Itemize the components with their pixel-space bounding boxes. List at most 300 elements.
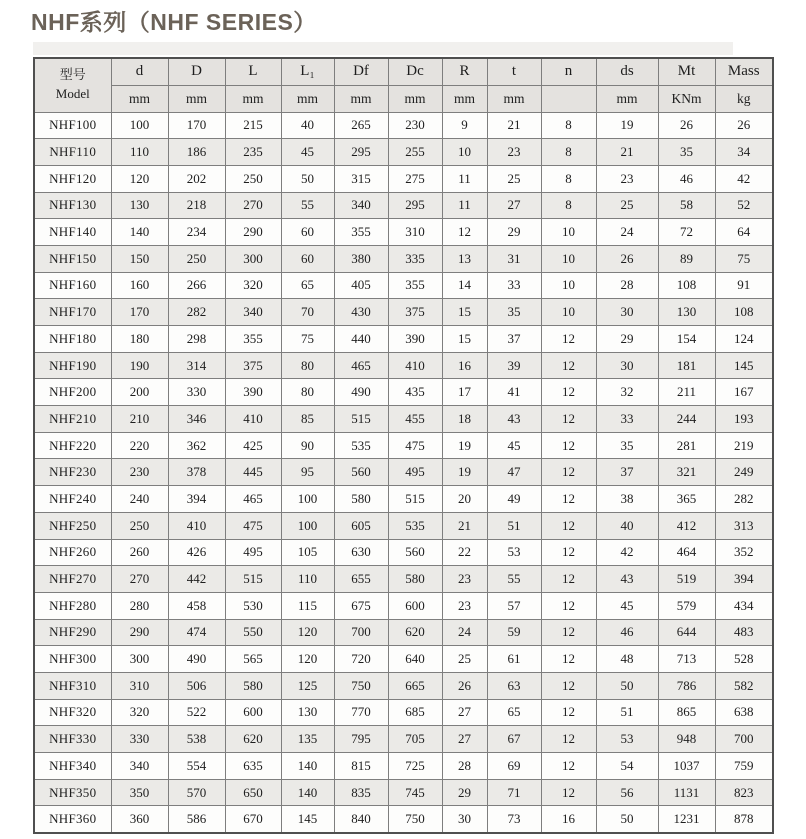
value-cell-mass: 124 <box>715 326 773 353</box>
model-cell: NHF250 <box>34 512 111 539</box>
value-cell-t: 21 <box>487 112 541 139</box>
value-cell-ds: 25 <box>596 192 658 219</box>
value-cell-mass: 282 <box>715 486 773 513</box>
value-cell-ds: 23 <box>596 165 658 192</box>
value-cell-t: 27 <box>487 192 541 219</box>
value-cell-mt: 865 <box>658 699 715 726</box>
value-cell-dc: 750 <box>388 806 442 833</box>
value-cell-r: 17 <box>442 379 487 406</box>
value-cell-ds: 56 <box>596 779 658 806</box>
value-cell-l: 340 <box>225 299 281 326</box>
value-cell-df: 465 <box>334 352 388 379</box>
value-cell-ds: 51 <box>596 699 658 726</box>
value-cell-l: 530 <box>225 592 281 619</box>
value-cell-n: 12 <box>541 592 596 619</box>
value-cell-d: 330 <box>168 379 225 406</box>
header-symbol-row <box>34 58 773 85</box>
value-cell-mt: 713 <box>658 646 715 673</box>
value-cell-r: 12 <box>442 219 487 246</box>
value-cell-r: 29 <box>442 779 487 806</box>
value-cell-t: 73 <box>487 806 541 833</box>
col-symbol-l: L <box>225 58 281 85</box>
col-symbol-r: R <box>442 58 487 85</box>
value-cell-d: 474 <box>168 619 225 646</box>
value-cell-l: 300 <box>225 245 281 272</box>
value-cell-ds: 45 <box>596 592 658 619</box>
value-cell-t: 63 <box>487 672 541 699</box>
value-cell-n: 16 <box>541 806 596 833</box>
value-cell-d: 314 <box>168 352 225 379</box>
value-cell-mass: 434 <box>715 592 773 619</box>
value-cell-d: 378 <box>168 459 225 486</box>
value-cell-l: 250 <box>225 165 281 192</box>
value-cell-mass: 52 <box>715 192 773 219</box>
value-cell-t: 59 <box>487 619 541 646</box>
value-cell-d: 160 <box>111 272 168 299</box>
value-cell-n: 10 <box>541 272 596 299</box>
value-cell-n: 12 <box>541 512 596 539</box>
model-header-en: Model <box>55 86 90 102</box>
value-cell-l1: 115 <box>281 592 334 619</box>
value-cell-mt: 1131 <box>658 779 715 806</box>
value-cell-d: 320 <box>111 699 168 726</box>
value-cell-d: 230 <box>111 459 168 486</box>
value-cell-ds: 26 <box>596 245 658 272</box>
value-cell-df: 605 <box>334 512 388 539</box>
value-cell-l1: 140 <box>281 779 334 806</box>
value-cell-df: 815 <box>334 753 388 780</box>
value-cell-df: 265 <box>334 112 388 139</box>
col-unit-dc: mm <box>388 85 442 112</box>
value-cell-n: 12 <box>541 486 596 513</box>
page-title: NHF系列（NHF SERIES） <box>31 9 317 35</box>
value-cell-df: 795 <box>334 726 388 753</box>
value-cell-t: 51 <box>487 512 541 539</box>
value-cell-mass: 638 <box>715 699 773 726</box>
scan-artifact-strip <box>33 42 733 55</box>
value-cell-ds: 38 <box>596 486 658 513</box>
value-cell-t: 35 <box>487 299 541 326</box>
value-cell-d: 282 <box>168 299 225 326</box>
value-cell-r: 22 <box>442 539 487 566</box>
model-cell: NHF340 <box>34 753 111 780</box>
table-row <box>34 806 773 833</box>
table-row <box>34 432 773 459</box>
value-cell-l1: 95 <box>281 459 334 486</box>
value-cell-ds: 29 <box>596 326 658 353</box>
value-cell-dc: 620 <box>388 619 442 646</box>
value-cell-n: 12 <box>541 779 596 806</box>
value-cell-l: 495 <box>225 539 281 566</box>
value-cell-mass: 394 <box>715 566 773 593</box>
value-cell-dc: 230 <box>388 112 442 139</box>
value-cell-t: 39 <box>487 352 541 379</box>
value-cell-r: 21 <box>442 512 487 539</box>
value-cell-df: 580 <box>334 486 388 513</box>
value-cell-mass: 145 <box>715 352 773 379</box>
value-cell-df: 655 <box>334 566 388 593</box>
value-cell-dc: 375 <box>388 299 442 326</box>
value-cell-l1: 45 <box>281 139 334 166</box>
value-cell-mt: 786 <box>658 672 715 699</box>
value-cell-t: 29 <box>487 219 541 246</box>
value-cell-ds: 50 <box>596 806 658 833</box>
value-cell-df: 295 <box>334 139 388 166</box>
model-header-zh: 型号 <box>59 67 86 83</box>
value-cell-r: 19 <box>442 459 487 486</box>
value-cell-dc: 515 <box>388 486 442 513</box>
model-cell: NHF110 <box>34 139 111 166</box>
model-cell: NHF330 <box>34 726 111 753</box>
col-unit-mt: KNm <box>658 85 715 112</box>
value-cell-d: 220 <box>111 432 168 459</box>
value-cell-n: 12 <box>541 566 596 593</box>
value-cell-mt: 108 <box>658 272 715 299</box>
value-cell-n: 12 <box>541 432 596 459</box>
value-cell-n: 12 <box>541 379 596 406</box>
value-cell-d: 150 <box>111 245 168 272</box>
value-cell-d: 410 <box>168 512 225 539</box>
value-cell-d: 362 <box>168 432 225 459</box>
model-cell: NHF170 <box>34 299 111 326</box>
value-cell-ds: 40 <box>596 512 658 539</box>
model-cell: NHF200 <box>34 379 111 406</box>
value-cell-d: 442 <box>168 566 225 593</box>
value-cell-n: 12 <box>541 326 596 353</box>
value-cell-mt: 130 <box>658 299 715 326</box>
value-cell-dc: 275 <box>388 165 442 192</box>
value-cell-r: 14 <box>442 272 487 299</box>
value-cell-l1: 60 <box>281 219 334 246</box>
col-unit-l: mm <box>225 85 281 112</box>
table-row <box>34 352 773 379</box>
value-cell-mt: 154 <box>658 326 715 353</box>
table-row <box>34 646 773 673</box>
value-cell-d: 140 <box>111 219 168 246</box>
table-row <box>34 539 773 566</box>
value-cell-l1: 120 <box>281 619 334 646</box>
value-cell-n: 12 <box>541 539 596 566</box>
nhf-spec-table <box>33 57 774 834</box>
model-cell: NHF360 <box>34 806 111 833</box>
value-cell-l1: 110 <box>281 566 334 593</box>
value-cell-dc: 295 <box>388 192 442 219</box>
col-symbol-df: Df <box>334 58 388 85</box>
value-cell-mt: 365 <box>658 486 715 513</box>
value-cell-d: 586 <box>168 806 225 833</box>
value-cell-df: 720 <box>334 646 388 673</box>
value-cell-l1: 70 <box>281 299 334 326</box>
value-cell-l1: 50 <box>281 165 334 192</box>
value-cell-d: 522 <box>168 699 225 726</box>
table-row <box>34 592 773 619</box>
value-cell-d: 350 <box>111 779 168 806</box>
table-row <box>34 779 773 806</box>
value-cell-l1: 130 <box>281 699 334 726</box>
value-cell-mt: 181 <box>658 352 715 379</box>
value-cell-d: 506 <box>168 672 225 699</box>
value-cell-mass: 108 <box>715 299 773 326</box>
value-cell-d: 298 <box>168 326 225 353</box>
value-cell-l: 515 <box>225 566 281 593</box>
value-cell-dc: 435 <box>388 379 442 406</box>
value-cell-d: 458 <box>168 592 225 619</box>
value-cell-l1: 140 <box>281 753 334 780</box>
model-header-cell <box>34 58 111 112</box>
value-cell-mass: 878 <box>715 806 773 833</box>
col-symbol-mt: Mt <box>658 58 715 85</box>
value-cell-r: 19 <box>442 432 487 459</box>
value-cell-mass: 34 <box>715 139 773 166</box>
value-cell-d: 270 <box>111 566 168 593</box>
value-cell-df: 770 <box>334 699 388 726</box>
value-cell-r: 11 <box>442 165 487 192</box>
table-row <box>34 486 773 513</box>
model-cell: NHF260 <box>34 539 111 566</box>
value-cell-d: 250 <box>168 245 225 272</box>
table-row <box>34 272 773 299</box>
value-cell-r: 10 <box>442 139 487 166</box>
col-symbol-mass: Mass <box>715 58 773 85</box>
value-cell-t: 43 <box>487 406 541 433</box>
value-cell-t: 65 <box>487 699 541 726</box>
value-cell-r: 28 <box>442 753 487 780</box>
value-cell-dc: 685 <box>388 699 442 726</box>
value-cell-t: 33 <box>487 272 541 299</box>
value-cell-n: 10 <box>541 219 596 246</box>
value-cell-l: 390 <box>225 379 281 406</box>
value-cell-d: 100 <box>111 112 168 139</box>
value-cell-n: 12 <box>541 619 596 646</box>
value-cell-df: 440 <box>334 326 388 353</box>
value-cell-mt: 464 <box>658 539 715 566</box>
value-cell-ds: 35 <box>596 432 658 459</box>
table-row <box>34 512 773 539</box>
table-body <box>34 112 773 833</box>
value-cell-df: 315 <box>334 165 388 192</box>
model-cell: NHF120 <box>34 165 111 192</box>
col-unit-l1: mm <box>281 85 334 112</box>
value-cell-mt: 46 <box>658 165 715 192</box>
value-cell-d: 490 <box>168 646 225 673</box>
col-unit-n <box>541 85 596 112</box>
value-cell-ds: 32 <box>596 379 658 406</box>
value-cell-df: 380 <box>334 245 388 272</box>
table-row <box>34 139 773 166</box>
value-cell-mass: 582 <box>715 672 773 699</box>
value-cell-ds: 46 <box>596 619 658 646</box>
value-cell-df: 490 <box>334 379 388 406</box>
col-unit-df: mm <box>334 85 388 112</box>
value-cell-l: 600 <box>225 699 281 726</box>
value-cell-n: 8 <box>541 112 596 139</box>
value-cell-n: 12 <box>541 459 596 486</box>
value-cell-mass: 75 <box>715 245 773 272</box>
value-cell-r: 24 <box>442 619 487 646</box>
col-unit-ds: mm <box>596 85 658 112</box>
value-cell-l1: 85 <box>281 406 334 433</box>
value-cell-l: 235 <box>225 139 281 166</box>
value-cell-d: 202 <box>168 165 225 192</box>
value-cell-d: 200 <box>111 379 168 406</box>
value-cell-l: 465 <box>225 486 281 513</box>
value-cell-n: 8 <box>541 139 596 166</box>
value-cell-l1: 55 <box>281 192 334 219</box>
value-cell-t: 67 <box>487 726 541 753</box>
value-cell-dc: 560 <box>388 539 442 566</box>
value-cell-n: 12 <box>541 699 596 726</box>
value-cell-ds: 50 <box>596 672 658 699</box>
value-cell-t: 31 <box>487 245 541 272</box>
value-cell-mt: 321 <box>658 459 715 486</box>
value-cell-t: 37 <box>487 326 541 353</box>
value-cell-n: 12 <box>541 726 596 753</box>
value-cell-r: 11 <box>442 192 487 219</box>
value-cell-l: 635 <box>225 753 281 780</box>
value-cell-ds: 21 <box>596 139 658 166</box>
value-cell-dc: 745 <box>388 779 442 806</box>
table-row <box>34 566 773 593</box>
value-cell-dc: 455 <box>388 406 442 433</box>
value-cell-l: 475 <box>225 512 281 539</box>
table-row <box>34 299 773 326</box>
value-cell-mt: 35 <box>658 139 715 166</box>
value-cell-mass: 219 <box>715 432 773 459</box>
model-cell: NHF320 <box>34 699 111 726</box>
value-cell-l1: 65 <box>281 272 334 299</box>
model-cell: NHF130 <box>34 192 111 219</box>
model-cell: NHF210 <box>34 406 111 433</box>
value-cell-mt: 579 <box>658 592 715 619</box>
table-row <box>34 379 773 406</box>
value-cell-l: 445 <box>225 459 281 486</box>
value-cell-r: 20 <box>442 486 487 513</box>
header-unit-row <box>34 85 773 112</box>
value-cell-df: 675 <box>334 592 388 619</box>
col-unit-r: mm <box>442 85 487 112</box>
value-cell-d: 266 <box>168 272 225 299</box>
value-cell-df: 355 <box>334 219 388 246</box>
value-cell-n: 12 <box>541 352 596 379</box>
value-cell-dc: 640 <box>388 646 442 673</box>
value-cell-df: 750 <box>334 672 388 699</box>
value-cell-ds: 37 <box>596 459 658 486</box>
value-cell-l: 320 <box>225 272 281 299</box>
col-unit-d: mm <box>111 85 168 112</box>
value-cell-mass: 313 <box>715 512 773 539</box>
value-cell-n: 12 <box>541 672 596 699</box>
value-cell-l1: 125 <box>281 672 334 699</box>
model-cell: NHF290 <box>34 619 111 646</box>
value-cell-d: 340 <box>111 753 168 780</box>
value-cell-dc: 310 <box>388 219 442 246</box>
value-cell-d: 210 <box>111 406 168 433</box>
value-cell-d: 394 <box>168 486 225 513</box>
value-cell-t: 45 <box>487 432 541 459</box>
value-cell-d: 346 <box>168 406 225 433</box>
value-cell-d: 554 <box>168 753 225 780</box>
value-cell-mass: 64 <box>715 219 773 246</box>
value-cell-mass: 249 <box>715 459 773 486</box>
value-cell-d: 110 <box>111 139 168 166</box>
value-cell-l: 650 <box>225 779 281 806</box>
model-cell: NHF230 <box>34 459 111 486</box>
value-cell-mt: 58 <box>658 192 715 219</box>
value-cell-df: 835 <box>334 779 388 806</box>
table-row <box>34 192 773 219</box>
model-cell: NHF300 <box>34 646 111 673</box>
value-cell-mass: 352 <box>715 539 773 566</box>
model-cell: NHF240 <box>34 486 111 513</box>
value-cell-r: 26 <box>442 672 487 699</box>
value-cell-t: 57 <box>487 592 541 619</box>
model-cell: NHF100 <box>34 112 111 139</box>
value-cell-l1: 100 <box>281 486 334 513</box>
value-cell-mt: 26 <box>658 112 715 139</box>
value-cell-dc: 495 <box>388 459 442 486</box>
value-cell-mt: 244 <box>658 406 715 433</box>
value-cell-l1: 90 <box>281 432 334 459</box>
value-cell-t: 49 <box>487 486 541 513</box>
value-cell-mt: 412 <box>658 512 715 539</box>
value-cell-df: 515 <box>334 406 388 433</box>
value-cell-r: 23 <box>442 566 487 593</box>
value-cell-d: 130 <box>111 192 168 219</box>
value-cell-t: 55 <box>487 566 541 593</box>
value-cell-l1: 60 <box>281 245 334 272</box>
value-cell-r: 15 <box>442 326 487 353</box>
value-cell-ds: 24 <box>596 219 658 246</box>
table-row <box>34 619 773 646</box>
value-cell-d: 426 <box>168 539 225 566</box>
value-cell-t: 69 <box>487 753 541 780</box>
value-cell-r: 25 <box>442 646 487 673</box>
value-cell-ds: 19 <box>596 112 658 139</box>
value-cell-d: 120 <box>111 165 168 192</box>
value-cell-d: 290 <box>111 619 168 646</box>
value-cell-d: 360 <box>111 806 168 833</box>
value-cell-dc: 580 <box>388 566 442 593</box>
value-cell-mass: 528 <box>715 646 773 673</box>
value-cell-ds: 33 <box>596 406 658 433</box>
value-cell-l: 375 <box>225 352 281 379</box>
value-cell-r: 16 <box>442 352 487 379</box>
value-cell-dc: 535 <box>388 512 442 539</box>
value-cell-mass: 193 <box>715 406 773 433</box>
table-header <box>34 58 773 112</box>
value-cell-d: 280 <box>111 592 168 619</box>
value-cell-d: 234 <box>168 219 225 246</box>
value-cell-dc: 335 <box>388 245 442 272</box>
value-cell-ds: 43 <box>596 566 658 593</box>
value-cell-df: 700 <box>334 619 388 646</box>
value-cell-t: 25 <box>487 165 541 192</box>
value-cell-t: 47 <box>487 459 541 486</box>
value-cell-df: 630 <box>334 539 388 566</box>
value-cell-df: 560 <box>334 459 388 486</box>
value-cell-t: 61 <box>487 646 541 673</box>
value-cell-l1: 100 <box>281 512 334 539</box>
value-cell-t: 41 <box>487 379 541 406</box>
value-cell-l1: 40 <box>281 112 334 139</box>
value-cell-mt: 89 <box>658 245 715 272</box>
value-cell-dc: 255 <box>388 139 442 166</box>
value-cell-mass: 91 <box>715 272 773 299</box>
value-cell-t: 53 <box>487 539 541 566</box>
value-cell-mass: 42 <box>715 165 773 192</box>
value-cell-l: 565 <box>225 646 281 673</box>
value-cell-l: 550 <box>225 619 281 646</box>
